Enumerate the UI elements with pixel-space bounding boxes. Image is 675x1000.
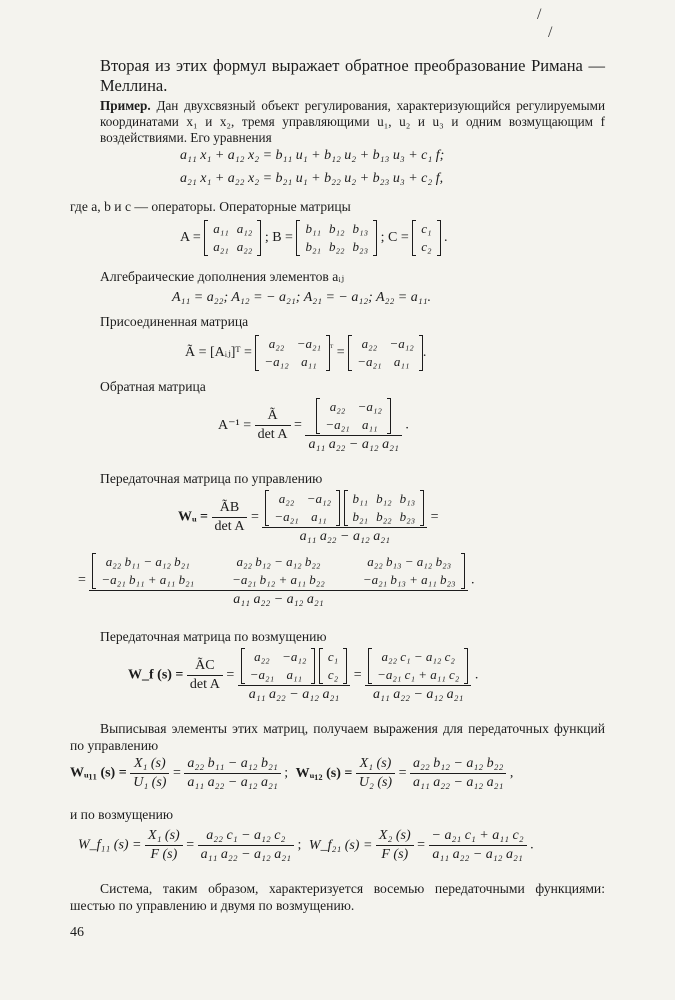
inverse-frac-1: $\frac{Ã}{\text{det A}}$ <box>255 408 291 443</box>
wu12-eq: = <box>398 765 407 781</box>
wu-big-frac: a₂₂ b₁₁ − a₁₂ b₂₁ a₂₂ b₁₂ − a₁₂ b₂₂ a₂₂ b₁₃ − a₁₂ b₂₃ −a₂₁ b₁₁ + a₁₁ b₂₁ −a₂₁ b₁₂ + a₁₁ b₂₂ −a₂₁ b₁₃ + a₁₁ b₂₃ a₁₁ a₂₂ − a₁₂ a₂₁ <box>89 553 467 608</box>
adjoint-end: . <box>422 345 427 361</box>
page-number: 46 <box>70 925 84 940</box>
wf-eq: = <box>226 667 235 683</box>
equation-1: a₁₁ x₁ + a₁₂ x₂ = b₁₁ u₁ + b₁₂ u₂ + b₁₃ u₃ + c₁ f; <box>180 148 445 163</box>
matrix-a-label: A = <box>180 230 201 246</box>
wu-end: . <box>471 572 475 588</box>
wu12-lhs: Wᵤ₁₂ (s) = <box>295 765 353 781</box>
control-tf-line: Передаточная матрица по управлению <box>100 471 323 486</box>
writing-out-paragraph: Выписывая элементы этих матриц, получаем выражения для передаточных функций по управлению <box>70 721 605 753</box>
adjoint-matrix-1: a₂₂ −a₂₁ −a₁₂ a₁₁ <box>255 335 330 371</box>
operator-matrices <box>180 220 448 256</box>
wu11-eq: = <box>172 765 181 781</box>
wu11-frac-2: $\frac{\text{a₂₂ b₁₁ − a₁₂ b₂₁}}{\text{a₁₁ a₂₂ − a₁₂ a₂₁}}$ <box>184 756 280 791</box>
wf-lhs: W_f (s) = <box>128 667 184 683</box>
matrix-a: a₁₁ a₁₂ a₂₁ a₂₂ <box>204 220 261 256</box>
inverse-lhs: A⁻¹ = <box>218 418 252 433</box>
example-paragraph <box>100 98 605 146</box>
adjoint-line: Присоединенная матрица <box>100 314 249 329</box>
transpose-mark: ᵀ <box>330 342 334 353</box>
wu12-sep: , <box>509 765 514 781</box>
wf21-frac-2: $\frac{\text{− a₂₁ c₁ + a₁₁ c₂}}{\text{a₁₁ a₂₂ − a₁₂ a₂₁}}$ <box>429 828 527 863</box>
wf21-frac-1: $\frac{\text{X₂ (s)}}{F (s)}$ <box>376 828 414 863</box>
wu-scalar-formulas <box>70 756 513 791</box>
cofactors-formula: A₁₁ = a₂₂; A₁₂ = − a₂₁; A₂₁ = − a₁₂; A₂₂ = a₁₁. <box>172 290 431 305</box>
adjoint-lhs: Ã = [Aᵢⱼ]ᵀ = <box>185 345 252 361</box>
wf-end: . <box>474 667 479 683</box>
wu-expanded <box>78 553 475 608</box>
wf11-sep: ; <box>297 837 302 853</box>
wu11-sep: ; <box>284 765 289 781</box>
inverse-frac-2: a₂₂ −a₁₂ −a₂₁ a₁₁ a₁₁ a₂₂ − a₁₂ a₂₁ <box>305 398 401 453</box>
wf11-frac-2: $\frac{\text{a₂₂ c₁ − a₁₂ c₂}}{\text{a₁₁ a₂₂ − a₁₂ a₂₁}}$ <box>198 828 294 863</box>
matrix-c-label: ; C = <box>380 230 409 246</box>
cofactors-line: Алгебраические дополнения элементов aᵢⱼ <box>100 269 345 284</box>
wf11-lhs: W_f₁₁ (s) = <box>78 837 142 853</box>
adjoint-formula <box>185 335 426 371</box>
inverse-end: . <box>405 417 409 433</box>
matrix-b: b₁₁ b₁₂ b₁₃ b₂₁ b₂₂ b₂₃ <box>296 220 377 256</box>
inverse-eq: = <box>294 417 302 433</box>
wu11-lhs: Wᵤ₁₁ (s) = <box>70 765 127 781</box>
and-dist-line: и по возмущению <box>70 807 174 822</box>
wf11-eq: = <box>186 837 195 853</box>
wf-frac-2: a₂₂ −a₁₂ −a₂₁ a₁₁ c₁ c₂ a₁₁ a₂₂ − a₁₂ a₂₁ <box>238 648 350 703</box>
wf-formula <box>128 648 478 703</box>
wf21-eq: = <box>417 837 426 853</box>
inverse-line: Обратная матрица <box>100 379 206 394</box>
wf-scalar-formulas <box>78 828 534 863</box>
wu12-frac-2: $\frac{\text{a₂₂ b₁₂ − a₁₂ b₂₂}}{\text{a₁₁ a₂₂ − a₁₂ a₂₁}}$ <box>410 756 506 791</box>
wu-frac-1: $\frac{ÃB}{\text{det A}}$ <box>212 500 248 535</box>
wu-lhs: Wᵤ = <box>178 509 209 525</box>
example-text: Дан двухсвязный объект регулирования, характеризующийся регулируемыми координатами x₁ и x₂, тремя управляющими u₁, u₂ и u₃ и одним возмущающим f воздействиями. Его уравнения <box>100 98 605 145</box>
conclusion-paragraph: Система, таким образом, характеризуется восемью передаточными функциями: шестью по управлению и двумя по возмущению. <box>70 881 605 913</box>
wu-frac-2: a₂₂ −a₁₂ −a₂₁ a₁₁ b₁₁ b₁₂ b₁₃ b₂₁ b₂₂ b₂₃ a₁₁ a₂₂ − a₁₂ a₂₁ <box>262 490 427 545</box>
wf-eq2: = <box>353 667 362 683</box>
equation-2: a₂₁ x₁ + a₂₂ x₂ = b₂₁ u₁ + b₂₂ u₂ + b₂₃ u₃ + c₂ f, <box>180 171 444 186</box>
adjoint-matrix-2: a₂₂ −a₁₂ −a₂₁ a₁₁ <box>348 335 423 371</box>
wu11-frac-1: $\frac{\text{X₁ (s)}}{\text{U₁ (s)}}$ <box>130 756 169 791</box>
wf21-sep: . <box>530 837 534 853</box>
intro-paragraph: Вторая из этих формул выражает обратное преобразование Римана — Меллина. <box>100 56 605 95</box>
dist-tf-line: Передаточная матрица по возмущению <box>100 629 327 644</box>
wu-tail: = <box>430 509 439 525</box>
example-label: Пример. <box>100 98 151 113</box>
matrix-b-label: ; B = <box>264 230 293 246</box>
wf21-lhs: W_f₂₁ (s) = <box>308 837 373 853</box>
adjoint-eq: = <box>336 345 345 361</box>
wu-big-eq: = <box>78 572 86 588</box>
margin-mark-top: / <box>537 6 542 23</box>
wu12-frac-1: $\frac{\text{X₁ (s)}}{\text{U₂ (s)}}$ <box>356 756 395 791</box>
matrix-c: c₁ c₂ <box>412 220 440 256</box>
operators-line: где a, b и c — операторы. Операторные матрицы <box>70 199 351 214</box>
matrices-end: . <box>444 230 448 246</box>
wf-frac-1: $\frac{ÃC}{\text{det A}}$ <box>187 658 223 693</box>
inverse-formula <box>218 398 409 453</box>
wu-formula <box>178 490 439 545</box>
wf11-frac-1: $\frac{\text{X₁ (s)}}{F (s)}$ <box>145 828 183 863</box>
margin-mark-second: / <box>548 24 553 41</box>
wf-frac-3: a₂₂ c₁ − a₁₂ c₂ −a₂₁ c₁ + a₁₁ c₂ a₁₁ a₂₂ − a₁₂ a₂₁ <box>365 648 471 703</box>
wu-eq: = <box>250 509 259 525</box>
